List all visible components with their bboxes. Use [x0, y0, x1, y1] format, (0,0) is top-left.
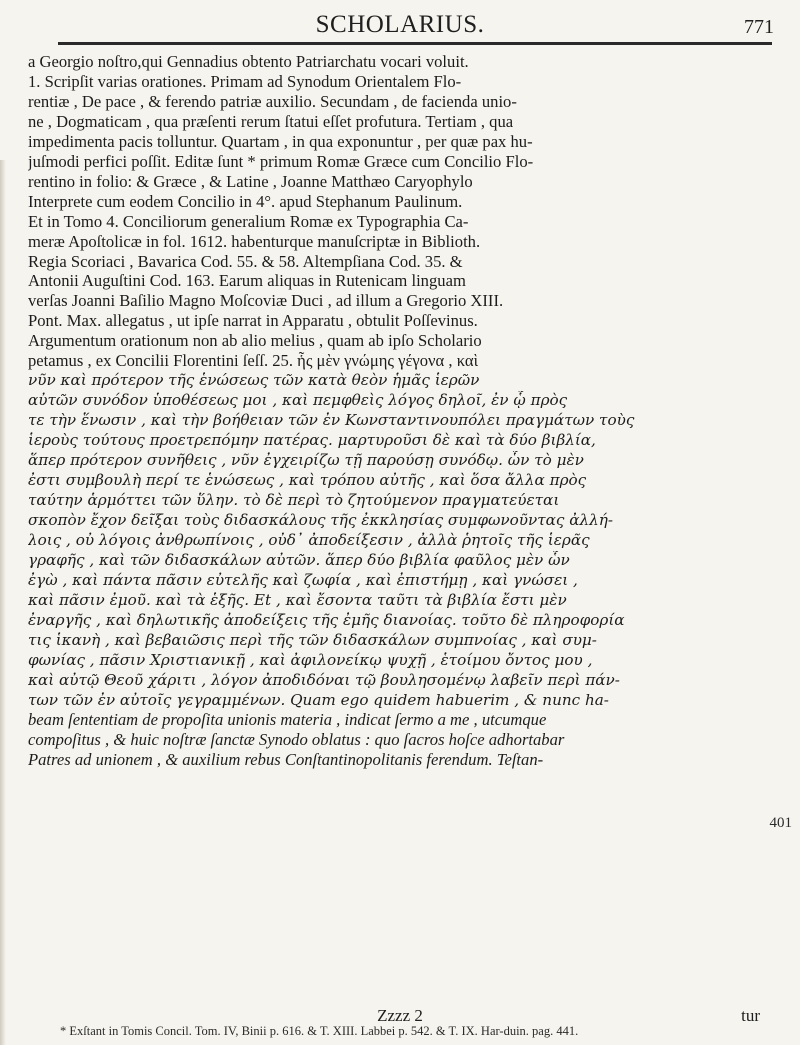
text-line: ne , Dogmaticam , qua præſenti rerum ſtatui eſſet profutura. Tertiam , qua	[28, 111, 514, 131]
text-line: αὐτῶν συνόδον ὑποθέσεως μοι , καὶ πεμφθεὶς λόγος δηλοῖ, ἐν ᾧ πρὸς	[28, 391, 568, 410]
text-line: ἅπερ πρότερον συνῆθεις , νῦν ἐγχειρίζω τῇ παρούσῃ συνόδῳ. ὧν τὸ μὲν	[28, 451, 584, 470]
text-line: σκοπὸν ἔχον δεῖξαι τοὺς διδασκάλους τῆς ἐκκλησίας συμφωνοῦντας ἀλλή-	[28, 510, 613, 529]
text-line: νῦν καὶ πρότερον τῆς ἑνώσεως τῶν κατὰ θεὸν ἡμᾶς ἱερῶν	[28, 371, 480, 390]
text-line: Regia Scoriaci , Bavarica Cod. 55. & 58. Altempſiana Cod. 35. &	[28, 251, 463, 271]
text-line: καὶ αὐτῷ Θεοῦ χάριτι , λόγον ἀποδιδόναι τῷ βουλησομένῳ λαβεῖν περὶ πάν-	[28, 670, 620, 689]
text-line: ἐγὼ , καὶ πάντα πᾶσιν εὐτελῆς καὶ ζωφία , καὶ ἐπιστήμῃ , καὶ γνώσει ,	[28, 570, 578, 589]
text-line: Patres ad unionem , & auxilium rebus Conſtantinopolitanis ferendum. Teſtan-	[28, 750, 544, 770]
header-rule	[58, 42, 772, 45]
page-number: 771	[744, 16, 774, 38]
running-head	[0, 8, 800, 42]
text-line: φωνίας , πᾶσιν Χριστιανικῇ , καὶ ἀφιλονείκῳ ψυχῇ , ἑτοίμου ὄντος μου ,	[28, 650, 593, 669]
text-line: petamus , ex Concilii Florentini ſeſſ. 25. ἧς μὲν γνώμης γέγονα , καὶ	[28, 351, 479, 371]
text-line: juſmodi perfici poſſit. Editæ ſunt * primum Romæ Græce cum Concilio Flo-	[28, 151, 534, 171]
text-line: των τῶν ἐν αὐτοῖς γεγραμμένων. Quam ego quidem habuerim , & nunc ha-	[28, 690, 609, 709]
text-line: impedimenta pacis tolluntur. Quartam , in qua exponuntur , per quæ pax hu-	[28, 131, 533, 151]
running-title: SCHOLARIUS.	[315, 11, 485, 38]
margin-number: 401	[769, 815, 792, 831]
text-line: Antonii Auguſtini Cod. 163. Earum aliquas in Rutenicam linguam	[28, 271, 466, 291]
text-line: Interprete cum eodem Concilio in 4°. apud Stephanum Paulinum.	[28, 191, 463, 211]
text-line: verſas Joanni Baſilio Magno Moſcoviæ Duci , ad illum a Gregorio XIII.	[28, 291, 504, 311]
text-line: Et in Tomo 4. Conciliorum generalium Romæ ex Typographia Ca-	[28, 211, 469, 231]
text-line: Argumentum orationum non ab alio melius , quam ab ipſo Scholario	[28, 331, 482, 351]
text-line: compoſitus , & huic noſtræ ſanctæ Synodo oblatus : quo ſacros hoſce adhortabar	[28, 730, 565, 750]
text-line: ἐναργῆς , καὶ δηλωτικῆς ἀποδείξεις τῆς ἐμῆς διανοίας. τοῦτο δὲ πληροφορία	[28, 610, 625, 629]
text-line: rentino in folio: & Græce , & Latine , Joanne Matthæo Caryophylo	[28, 171, 473, 191]
catchword: tur	[741, 1006, 760, 1025]
text-line: Pont. Max. allegatus , ut ipſe narrat in Apparatu , obtulit Poſſevinus.	[28, 311, 478, 331]
text-line: τις ἱκανὴ , καὶ βεβαιῶσις περὶ τῆς τῶν διδασκάλων συμπνοίας , καὶ συμ-	[28, 630, 597, 649]
text-line: ἱεροὺς τούτους προετρεπόμην πατέρας. μαρτυροῦσι δὲ καὶ τὰ δύο βιβλία,	[28, 431, 596, 450]
text-line: τε τὴν ἕνωσιν , καὶ τὴν βοήθειαν τῶν ἐν Κωνσταντινουπόλει πραγμάτων τοὺς	[28, 411, 635, 430]
binding-shadow	[0, 160, 6, 1045]
text-line: beam ſententiam de propoſita unionis materia , indicat ſermo a me , utcumque	[28, 710, 547, 730]
text-line: 1. Scripſit varias orationes. Primam ad Synodum Orientalem Flo-	[28, 71, 462, 91]
text-line: ταύτην ἁρμόττει τῶν ὕλην. τὸ δὲ περὶ τὸ ζητούμενον πραγματεύεται	[28, 490, 560, 509]
footnote: * Exſtant in Tomis Concil. Tom. IV, Binii p. 616. & T. XIII. Labbei p. 542. & T. IX. Har-duin. pag. 441.	[60, 1024, 579, 1038]
text-line: καὶ πᾶσιν ἐμοῦ. καὶ τὰ ἑξῆς. Et , καὶ ἔσοντα ταῦτι τὰ βιβλία ἔστι μὲν	[28, 590, 567, 609]
text-line: λοις , οὐ λόγοις ἀνθρωπίνοις , οὐδ᾽ ἀποδείξεσιν , ἀλλὰ ῥητοῖς τῆς ἱερᾶς	[28, 530, 590, 549]
text-line: a Georgio noſtro,qui Gennadius obtento Patriarchatu vocari voluit.	[28, 52, 469, 71]
body-text	[28, 52, 780, 770]
text-line: meræ Apoſtolicæ in fol. 1612. habenturque manuſcriptæ in Biblioth.	[28, 231, 481, 251]
text-line: ἐστι συμβουλὴ περί τε ἑνώσεως , καὶ τρόπου αὐτῆς , καὶ ὅσα ἄλλα πρὸς	[28, 471, 587, 490]
text-line: rentiæ , De pace , & ferendo patriæ auxilio. Secundam , de facienda unio-	[28, 91, 517, 111]
text-line: γραφῆς , καὶ τῶν διδασκάλων αὐτῶν. ἅπερ δύο βιβλία φαῦλος μὲν ὧν	[28, 550, 570, 569]
signature-mark: Zzzz 2	[377, 1006, 423, 1025]
